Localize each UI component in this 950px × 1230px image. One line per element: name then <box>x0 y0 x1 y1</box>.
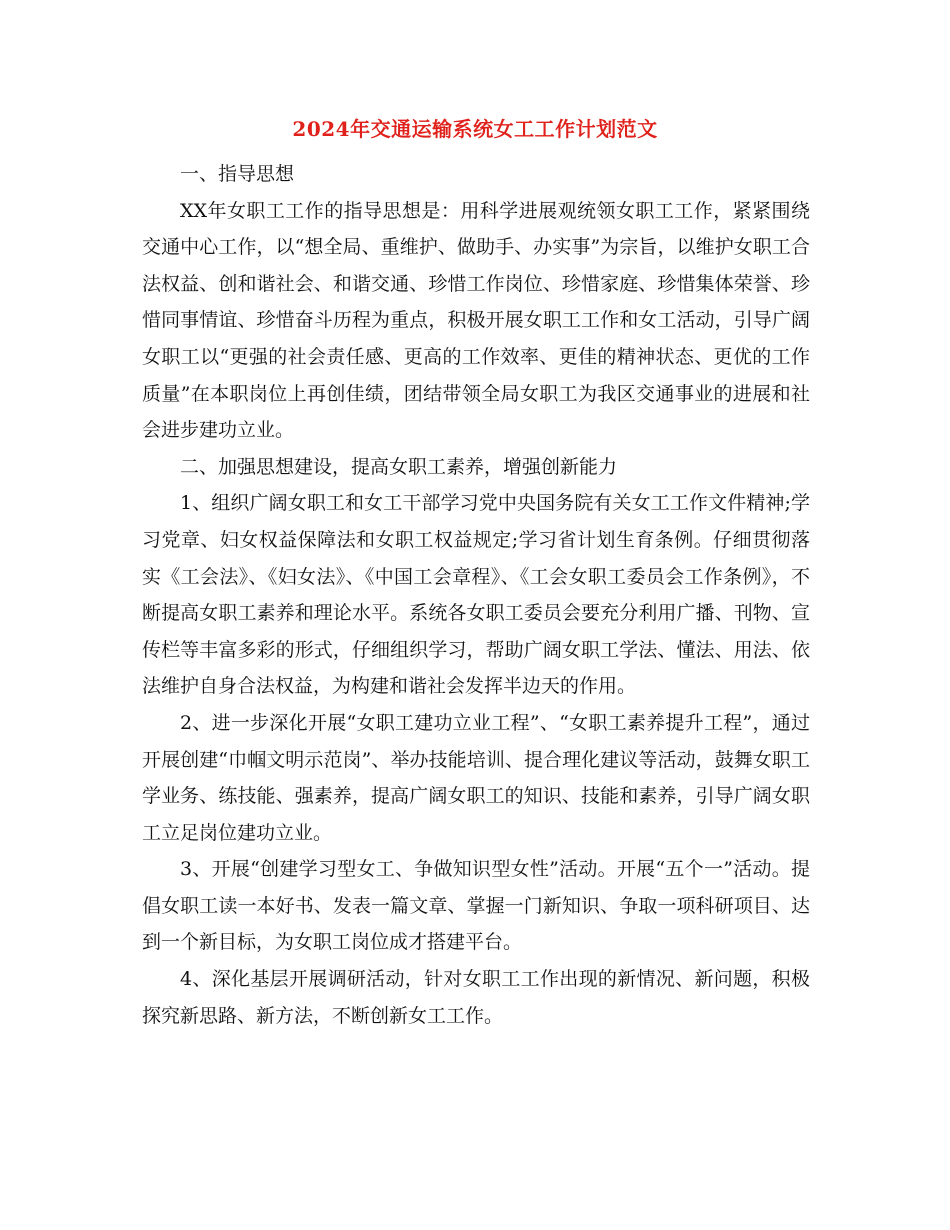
document-title: 2024年交通运输系统女工工作计划范文 <box>292 117 658 141</box>
paragraph-item-3: 3、开展“创建学习型女工、争做知识型女性”活动。开展“五个一”活动。提倡女职工读一本好书、发表一篇文章、掌握一门新知识、争取一项科研项目、达到一个新目标，为女职工岗位成才搭建平台。 <box>142 858 810 954</box>
section-heading-guiding-thought: 一、指导思想 <box>180 163 295 185</box>
paragraph-item-2: 2、进一步深化开展“女职工建功立业工程”、“女职工素养提升工程”，通过开展创建“巾帼文明示范岗”、举办技能培训、提合理化建议等活动，鼓舞女职工学业务、练技能、强素养，提高广阔女职工的知识、技能和素养，引导广阔女职工立足岗位建功立业。 <box>142 711 810 844</box>
paragraph-item-1: 1、组织广阔女职工和女工干部学习党中央国务院有关女工工作文件精神;学习党章、妇女权益保障法和女职工权益规定;学习省计划生育条例。仔细贯彻落实《工会法》、《妇女法》、《中国工会章程》、《工会女职工委员会工作条例》，不断提高女职工素养和理论水平。系统各女职工委员会要充分利用广播、刊物、宣传栏等丰富多彩的形式，仔细组织学习，帮助广阔女职工学法、懂法、用法、依法维护自身合法权益，为构建和谐社会发挥半边天的作用。 <box>142 492 810 698</box>
document-body <box>142 156 810 1034</box>
paragraph-guiding-thought: XX年女职工工作的指导思想是：用科学进展观统领女职工工作，紧紧围绕交通中心工作，以“想全局、重维护、做助手、办实事”为宗旨，以维护女职工合法权益、创和谐社会、和谐交通、珍惜工作岗位、珍惜家庭、珍惜集体荣誉、珍惜同事情谊、珍惜奋斗历程为重点，积极开展女职工工作和女工活动，引导广阔女职工以“更强的社会责任感、更高的工作效率、更佳的精神状态、更优的工作质量”在本职岗位上再创佳绩，团结带领全局女职工为我区交通事业的进展和社会进步建功立业。 <box>142 199 810 442</box>
section-heading-ideological-building: 二、加强思想建设，提高女职工素养，增强创新能力 <box>180 455 618 478</box>
paragraph-item-4: 4、深化基层开展调研活动，针对女职工工作出现的新情况、新问题，积极探究新思路、新方法，不断创新女工工作。 <box>142 968 810 1027</box>
